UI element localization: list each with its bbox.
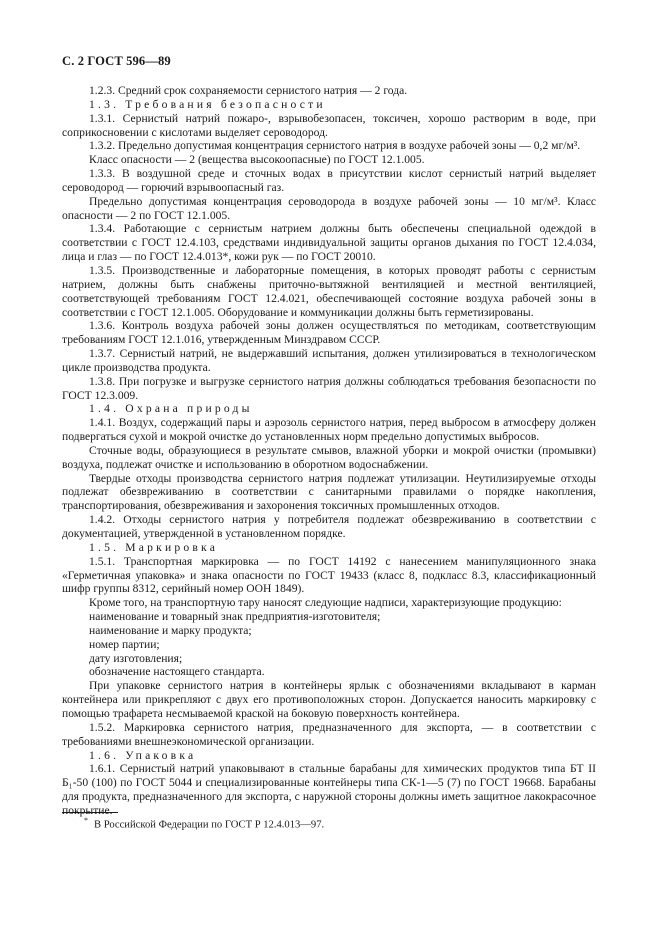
paragraph: При упаковке сернистого натрия в контейнеры ярлык с обозначениями вкладывают в карман контейнера или прикрепляют с двух его противоположных сторон. Допускается наносить маркировку с помощью трафарета несмываемой краской на боковую поверхность контейнера. [62,679,596,720]
paragraph: 1.3.3. В воздушной среде и сточных водах в присутствии кислот сернистый натрий выделяет сероводород — горючий взрывоопасный газ. [62,167,596,194]
paragraph: Предельно допустимая концентрация сероводорода в воздухе рабочей зоны — 10 мг/м³. Класс опасности — 2 по ГОСТ 12.1.005. [62,194,596,222]
footnote-divider [62,812,118,813]
paragraph: 1.6.1. Сернистый натрий упаковывают в стальные барабаны для химических продуктов типа БТ II Б₁-50 (100) по ГОСТ 5044 и специализированные контейнеры типа СК-1—5 (7) по ГОСТ 19668. Барабаны для продукта, предназначенного для экспорта, с наружной стороны должны иметь защитное лакокрасочное покрытие. [62,762,596,817]
footnote-mark: * [84,816,88,825]
paragraph: 1.3.2. Предельно допустимая концентрация сернистого натрия в воздухе рабочей зоны — 0,2 мг/м³. [89,139,581,153]
paragraph: 1.4.2. Отходы сернистого натрия у потребителя подлежат обезвреживанию в соответствии с документацией, утвержденной в установленном порядке. [62,513,596,540]
page-header: С. 2 ГОСТ 596—89 [62,54,171,68]
paragraph: 1.5.1. Транспортная маркировка — по ГОСТ 14192 с нанесением манипуляционного знака «Герметичная упаковка» и знака опасности по ГОСТ 19433 (класс 8, подкласс 8.3, классификационный шифр группы 8312, серийный номер ООН 1849). [62,554,596,596]
paragraph: 1.3.5. Производственные и лабораторные помещения, в которых проводят работы с сернистым натрием, должны быть снабжены приточно-вытяжной вентиляцией и местной вентиляцией, соответствующей требованиям ГОСТ 12.4.021, обеспечивающей состояние воздуха рабочей зоны в соответствии с ГОСТ 12.1.005. Оборудование и коммуникации должны быть герметизированы. [62,263,596,319]
paragraph: 1.2.3. Средний срок сохраняемости сернистого натрия — 2 года. [89,84,408,97]
paragraph: Твердые отходы производства сернистого натрия подлежат утилизации. Неутилизируемые отходы подлежат обезвреживанию в соответствии с санитарными правилами о порядке накопления, транспортирования, обезвреживания и захоронения токсичных промышленных отходов. [62,471,596,513]
paragraph: 1.3.4. Работающие с сернистым натрием должны быть обеспечены специальной одеждой в соответствии с ГОСТ 12.4.103, средствами индивидуальной защиты органов дыхания по ГОСТ 12.4.034, лица и глаз — по ГОСТ 12.4.013*, кожи рук — по ГОСТ 20010. [62,222,596,264]
document-body [62,84,596,818]
paragraph: 1.3.1. Сернистый натрий пожаро-, взрывобезопасен, токсичен, хорошо растворим в воде, при соприкосновении с кислотами выделяет сероводород. [62,111,596,139]
paragraph: Класс опасности — 2 (вещества высокоопасные) по ГОСТ 12.1.005. [89,153,425,167]
section-heading: 1.4. Охрана природы [89,402,253,416]
list-item: наименование и товарный знак предприятия-изготовителя; [89,610,381,624]
list-item: наименование и марку продукта; [89,623,252,637]
paragraph: 1.5.2. Маркировка сернистого натрия, предназначенного для экспорта, — в соответствии с требованиями внешнеэкономической организации. [62,720,596,748]
footnote [84,814,324,832]
list-item: обозначение настоящего стандарта. [89,665,265,679]
paragraph: 1.3.6. Контроль воздуха рабочей зоны должен осуществляться по методикам, соответствующим требованиям ГОСТ 12.1.016, утвержденным Минздравом СССР. [62,319,596,347]
paragraph: 1.4.1. Воздух, содержащий пары и аэрозоль сернистого натрия, перед выбросом в атмосферу должен подвергаться сухой и мокрой очистке до установленных норм предельно допустимых выбросов. [62,416,596,444]
footnote-text: В Российской Федерации по ГОСТ Р 12.4.013—97. [94,819,325,831]
paragraph: 1.3.8. При погрузке и выгрузке сернистого натрия должны соблюдаться требования безопасности по ГОСТ 12.3.009. [62,374,596,402]
section-heading: 1.3. Требования безопасности [89,97,326,111]
paragraph: 1.3.7. Сернистый натрий, не выдержавший испытания, должен утилизироваться в технологическом цикле производства продукта. [62,347,596,374]
section-heading: 1.6. Упаковка [89,748,197,762]
list-item: дату изготовления; [89,651,183,665]
paragraph: Кроме того, на транспортную тару наносят следующие надписи, характеризующие продукцию: [89,596,562,610]
paragraph: Сточные воды, образующиеся в результате смывов, влажной уборки и мокрой очистки (промывки) воздуха, подлежат очистке и использованию в оборотном водоснабжении. [62,443,596,471]
list-item: номер партии; [89,637,160,651]
section-heading: 1.5. Маркировка [89,540,219,554]
